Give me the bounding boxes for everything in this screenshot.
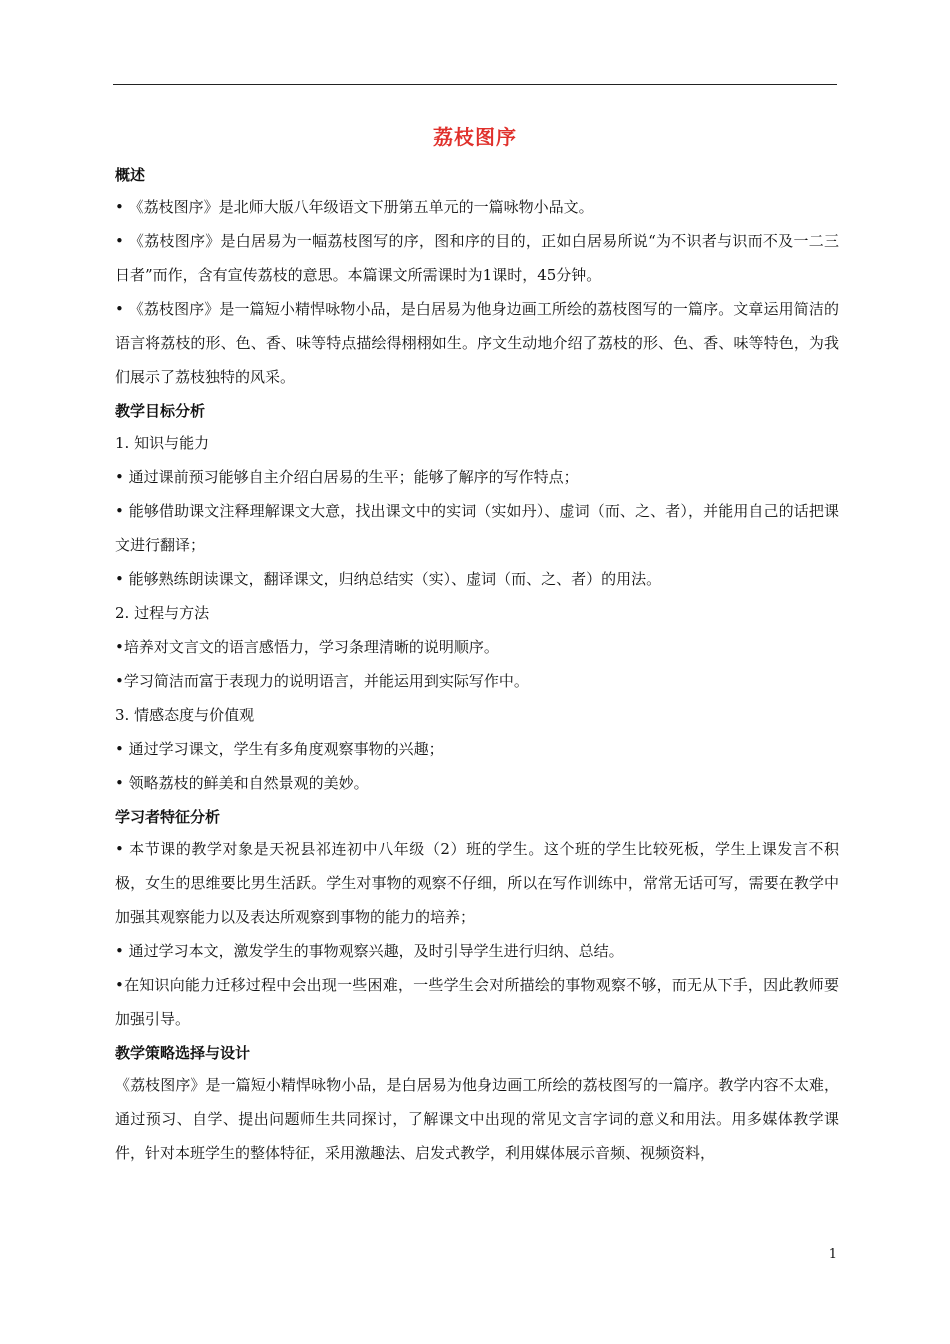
section-heading-objectives: 教学目标分析 (115, 402, 206, 420)
section-heading-learners: 学习者特征分析 (115, 808, 221, 826)
paragraph: •在知识向能力迁移过程中会出现一些困难，一些学生会对所描绘的事物观察不够，而无从下手，因此教师要加强引导。 (115, 976, 839, 1028)
paragraph: • 本节课的教学对象是天祝县祁连初中八年级（2）班的学生。这个班的学生比较死板，学生上课发言不积极，女生的思维要比男生活跃。学生对事物的观察不仔细，所以在写作训练中，常常无话可写，需要在教学中加强其观察能力以及表达所观察到事物的能力的培养； (115, 840, 839, 926)
header-rule (113, 84, 837, 85)
paragraph: • 领略荔枝的鲜美和自然景观的美妙。 (115, 774, 369, 792)
paragraph: 1. 知识与能力 (115, 434, 210, 452)
paragraph: 2. 过程与方法 (115, 604, 210, 622)
paragraph: • 能够熟练朗读课文，翻译课文，归纳总结实（实）、虚词（而、之、者）的用法。 (115, 570, 662, 588)
section-heading-overview: 概述 (115, 166, 146, 184)
paragraph: • 《荔枝图序》是北师大版八年级语文下册第五单元的一篇咏物小品文。 (115, 198, 594, 216)
document-title: 荔枝图序 (433, 125, 517, 149)
paragraph: • 《荔枝图序》是白居易为一幅荔枝图写的序，图和序的目的，正如白居易所说“为不识者与识而不及一二三日者”而作，含有宣传荔枝的意思。本篇课文所需课时为1课时，45分钟。 (115, 232, 839, 284)
paragraph: •学习简洁而富于表现力的说明语言，并能运用到实际写作中。 (115, 672, 529, 690)
paragraph: 3. 情感态度与价值观 (115, 706, 255, 724)
paragraph: 《荔枝图序》是一篇短小精悍咏物小品，是白居易为他身边画工所绘的荔枝图写的一篇序。教学内容不太难，通过预习、自学、提出问题师生共同探讨，了解课文中出现的常见文言字词的意义和用法。用多媒体教学课件，针对本班学生的整体特征，采用激趣法、启发式教学，利用媒体展示音频、视频资料， (115, 1076, 839, 1162)
paragraph: • 通过课前预习能够自主介绍白居易的生平；能够了解序的写作特点； (115, 468, 579, 486)
paragraph: • 《荔枝图序》是一篇短小精悍咏物小品，是白居易为他身边画工所绘的荔枝图写的一篇序。文章运用简洁的语言将荔枝的形、色、香、味等特点描绘得栩栩如生。序文生动地介绍了荔枝的形、色、香、味等特色，为我们展示了荔枝独特的风采。 (115, 300, 839, 386)
page-number: 1 (828, 1247, 837, 1262)
paragraph: •培养对文言文的语言感悟力，学习条理清晰的说明顺序。 (115, 638, 499, 656)
paragraph: • 通过学习课文，学生有多角度观察事物的兴趣； (115, 740, 444, 758)
section-heading-strategy: 教学策略选择与设计 (115, 1044, 251, 1062)
document-body (115, 160, 839, 1170)
paragraph: • 能够借助课文注释理解课文大意，找出课文中的实词（实如丹）、虚词（而、之、者），并能用自己的话把课文进行翻译； (115, 502, 839, 554)
paragraph: • 通过学习本文，激发学生的事物观察兴趣，及时引导学生进行归纳、总结。 (115, 942, 624, 960)
